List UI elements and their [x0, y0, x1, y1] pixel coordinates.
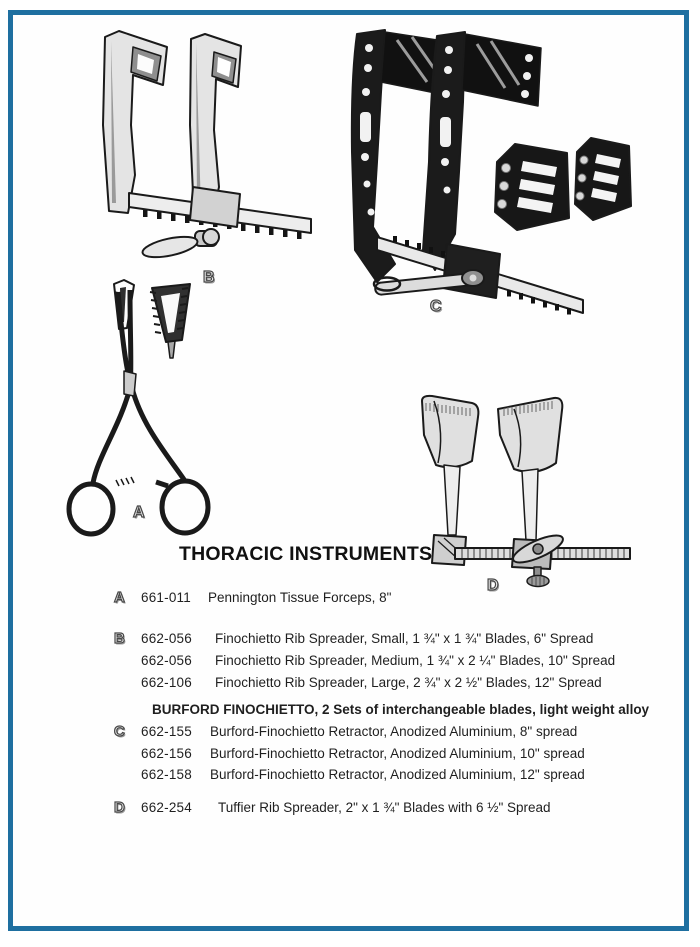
item-description: Burford-Finochietto Retractor, Anodized Aluminium, 10" spread	[210, 746, 585, 761]
item-code: 662-056	[141, 653, 192, 668]
right-blade	[498, 398, 562, 541]
item-letter: D	[114, 799, 125, 816]
figure-tuffier-rib-spreader	[410, 383, 638, 595]
ratchet-marks	[116, 477, 134, 486]
catalog-group-heading	[0, 702, 700, 720]
figure-label-b: B	[203, 269, 215, 286]
figure-label-c: C	[430, 298, 442, 315]
catalog-row-d	[0, 800, 700, 818]
figure-finochietto-rib-spreader	[95, 25, 320, 270]
box-joint	[124, 371, 136, 396]
interchangeable-blade-1	[495, 144, 569, 230]
item-code: 662-056	[141, 631, 192, 646]
ratchet-bar	[129, 187, 311, 239]
item-letter: C	[114, 723, 125, 740]
catalog-row-c3	[0, 767, 700, 785]
catalog-row-c2	[0, 746, 700, 764]
item-description: Burford-Finochietto Retractor, Anodized Aluminium, 12" spread	[210, 767, 585, 782]
item-description: Finochietto Rib Spreader, Medium, 1 ¾" x 2 ¼" Blades, 10" Spread	[215, 653, 616, 668]
interchangeable-blade-2	[575, 138, 631, 220]
group-heading-text: BURFORD FINOCHIETTO, 2 Sets of interchangeable blades, light weight alloy	[152, 702, 650, 717]
item-code: 662-106	[141, 675, 192, 690]
item-code: 662-254	[141, 800, 192, 815]
right-stem	[522, 469, 538, 541]
item-description: Pennington Tissue Forceps, 8"	[208, 590, 392, 605]
catalog-row-a	[0, 590, 700, 608]
figure-label-d: D	[487, 577, 499, 594]
figure-label-a: A	[133, 504, 145, 521]
thumbscrew-head	[527, 576, 549, 587]
carriage-block	[190, 187, 240, 227]
catalog-row-c1	[0, 724, 700, 742]
item-description: Finochietto Rib Spreader, Small, 1 ¾" x 1 ¾" Blades, 6" Spread	[215, 631, 594, 646]
blade-detail-piece	[150, 284, 190, 358]
catalog-row-b2	[0, 653, 700, 671]
item-description: Tuffier Rib Spreader, 2" x 1 ¾" Blades with 6 ½" Spread	[218, 800, 551, 815]
item-code: 662-158	[141, 767, 192, 782]
crank-handle	[141, 229, 219, 261]
figure-pennington-tissue-forceps	[66, 276, 256, 546]
figure-burford-finochietto-retractor	[335, 22, 635, 332]
item-code: 662-155	[141, 724, 192, 739]
catalog-row-b1	[0, 631, 700, 649]
left-blade	[422, 396, 478, 565]
left-arm	[103, 31, 167, 213]
item-description: Finochietto Rib Spreader, Large, 2 ¾" x 2 ½" Blades, 12" Spread	[215, 675, 602, 690]
item-description: Burford-Finochietto Retractor, Anodized Aluminium, 8" spread	[210, 724, 578, 739]
item-code: 661-011	[141, 590, 191, 605]
item-letter: B	[114, 630, 125, 647]
item-code: 662-156	[141, 746, 192, 761]
page-title: THORACIC INSTRUMENTS	[179, 543, 433, 565]
left-stem	[444, 465, 460, 535]
catalog-row-b3	[0, 675, 700, 693]
item-letter: A	[114, 589, 125, 606]
